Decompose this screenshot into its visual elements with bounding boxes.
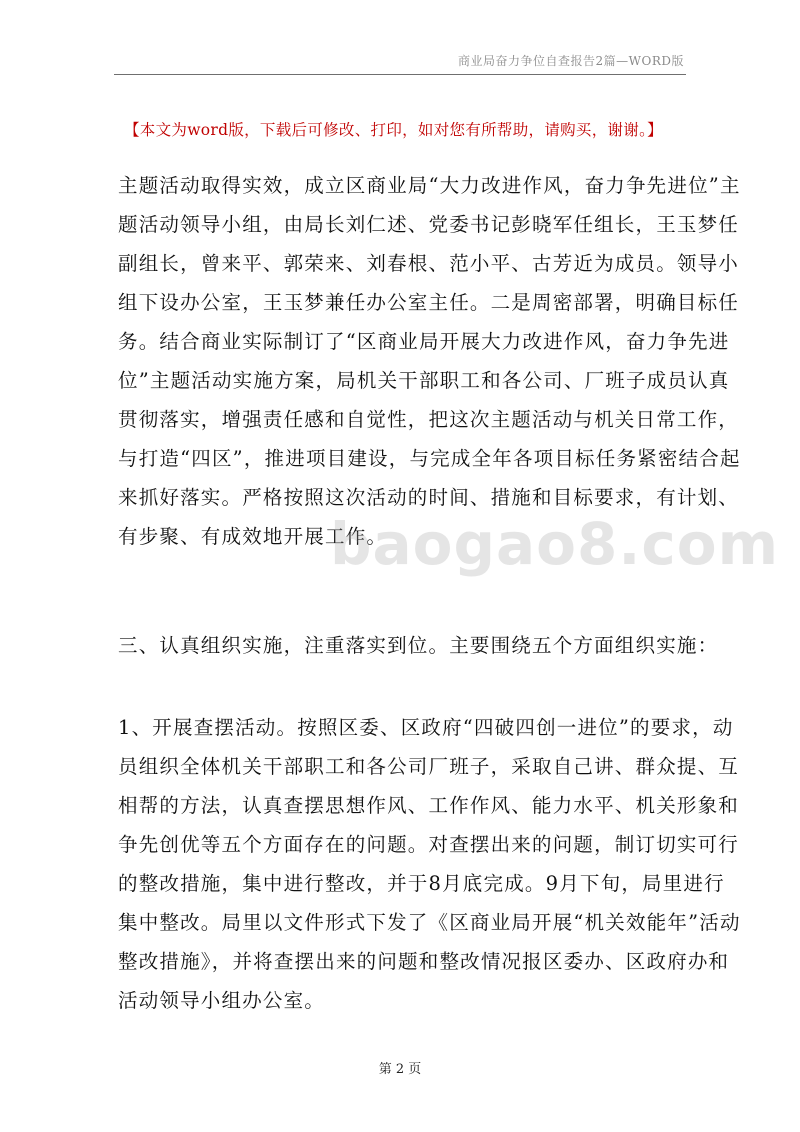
running-header: 商业局奋力争位自查报告2篇—WORD版 bbox=[458, 54, 684, 68]
body-paragraph-2 bbox=[118, 708, 741, 1020]
text-line: 主题活动取得实效，成立区商业局“大力改进作风，奋力争先进位”主 bbox=[118, 174, 741, 197]
text-line: 与打造“四区”，推进项目建设，与完成全年各项目标任务紧密结合起 bbox=[118, 447, 741, 470]
text-line: 位”主题活动实施方案，局机关干部职工和各公司、厂班子成员认真 bbox=[118, 369, 730, 392]
purchase-notice: 【本文为word版，下载后可修改、打印，如对您有所帮助，请购买，谢谢。】 bbox=[124, 121, 663, 139]
text-line: 贯彻落实，增强责任感和自觉性，把这次主题活动与机关日常工作， bbox=[118, 408, 740, 431]
section-heading-3 bbox=[118, 626, 719, 665]
text-line: 题活动领导小组，由局长刘仁述、党委书记彭晓军任组长，王玉梦任 bbox=[118, 213, 740, 236]
text-line: 务。结合商业实际制订了“区商业局开展大力改进作风，奋力争先进 bbox=[118, 330, 730, 353]
text-line: 活动领导小组办公室。 bbox=[118, 989, 326, 1012]
text-line: 来抓好落实。严格按照这次活动的时间、措施和目标要求，有计划、 bbox=[118, 486, 740, 509]
text-line: 集中整改。局里以文件形式下发了《区商业局开展“机关效能年”活动 bbox=[118, 911, 741, 934]
text-line: 整改措施》，并将查摆出来的问题和整改情况报区委办、区政府办和 bbox=[118, 950, 730, 973]
watermark: baogao8.com bbox=[330, 510, 780, 578]
text-line: 员组织全体机关干部职工和各公司厂班子，采取自己讲、群众提、互 bbox=[118, 755, 740, 778]
text-line: 有步聚、有成效地开展工作。 bbox=[118, 525, 388, 548]
text-line: 相帮的方法，认真查摆思想作风、工作作风、能力水平、机关形象和 bbox=[118, 794, 740, 817]
text-line: 1、开展查摆活动。按照区委、区政府“四破四创一进位”的要求，动 bbox=[118, 716, 734, 739]
text-line: 组下设办公室，王玉梦兼任办公室主任。二是周密部署，明确目标任 bbox=[118, 291, 740, 314]
page-number: 第 2 页 bbox=[378, 1062, 422, 1077]
text-line: 三、认真组织实施，注重落实到位。主要围绕五个方面组织实施： bbox=[118, 634, 719, 657]
text-line: 的整改措施，集中进行整改，并于8月底完成。9月下旬，局里进行 bbox=[118, 872, 725, 895]
header-divider bbox=[114, 74, 686, 75]
text-line: 争先创优等五个方面存在的问题。对查摆出来的问题，制订切实可行 bbox=[118, 833, 740, 856]
body-paragraph-1 bbox=[118, 166, 741, 556]
text-line: 副组长，曾来平、郭荣来、刘春根、范小平、古芳近为成员。领导小 bbox=[118, 252, 740, 275]
